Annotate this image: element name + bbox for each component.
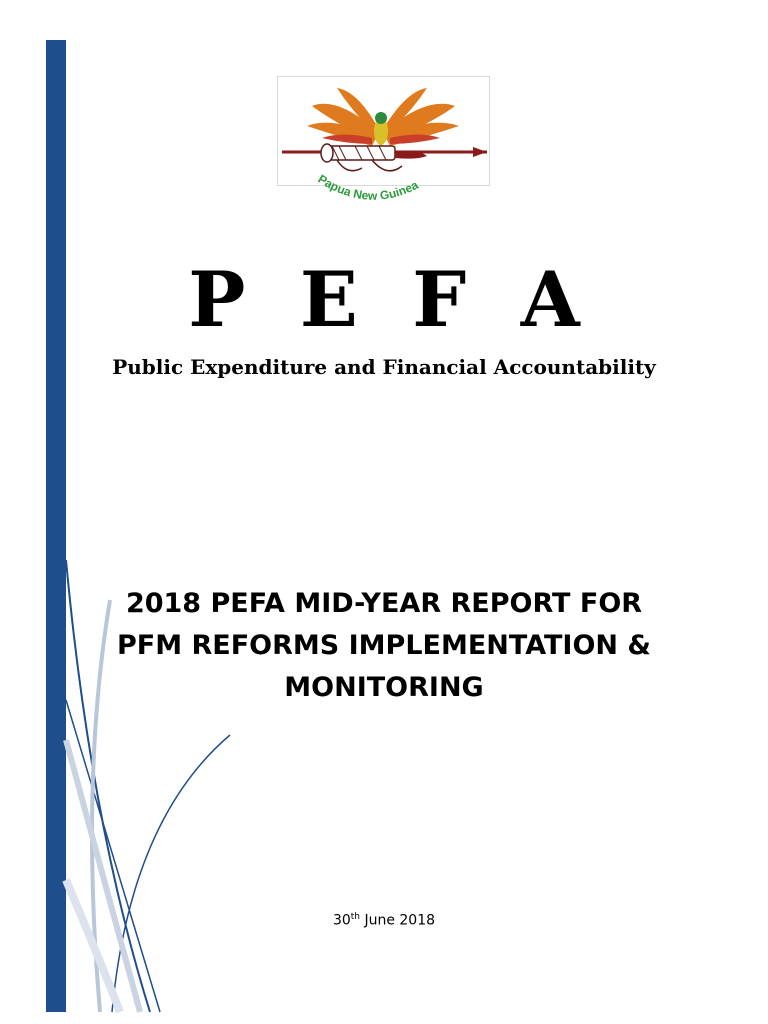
report-title-line: PFM REFORMS IMPLEMENTATION & <box>117 630 651 661</box>
date-rest: June 2018 <box>360 912 436 929</box>
date-suffix: th <box>350 912 361 922</box>
date-day: 30 <box>332 912 351 929</box>
report-title-line: 2018 PEFA MID-YEAR REPORT FOR <box>125 588 643 619</box>
pefa-subtitle: Public Expenditure and Financial Accountability <box>112 355 656 379</box>
report-date <box>0 912 768 929</box>
emblem-caption: Papua New Guinea <box>315 171 421 203</box>
report-title <box>90 583 678 709</box>
png-emblem-icon <box>277 76 490 226</box>
pefa-title: P E F A <box>188 255 594 344</box>
report-title-line: MONITORING <box>284 672 484 703</box>
